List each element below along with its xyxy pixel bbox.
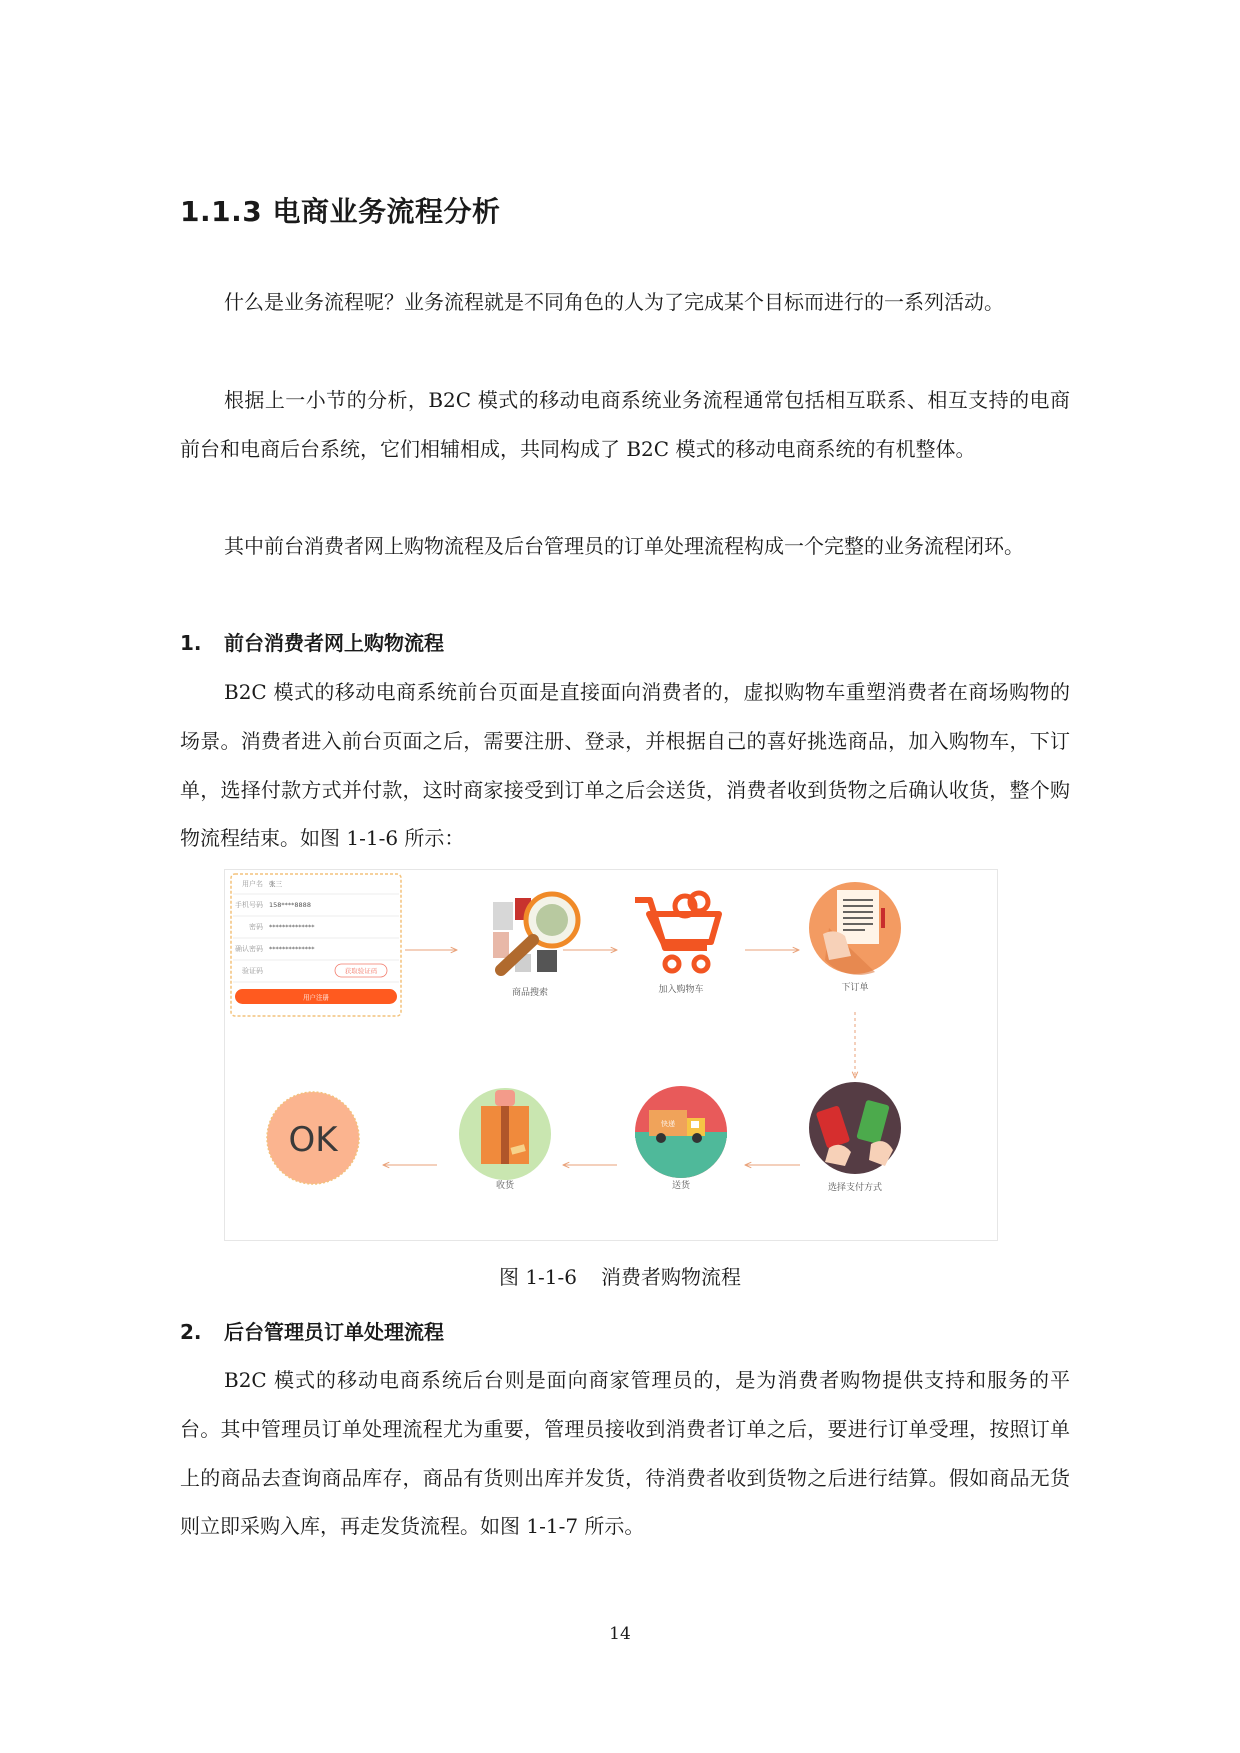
step-label-place-order: 下订单 xyxy=(841,983,869,993)
form-label-username: 用户名 xyxy=(242,880,263,888)
product-search-icon xyxy=(493,894,578,972)
subsection-heading-backend xyxy=(180,1316,444,1345)
shopping-flow-figure xyxy=(224,869,998,1241)
form-label-captcha: 验证码 xyxy=(242,967,263,975)
subsection-number: 1. xyxy=(180,631,202,655)
form-label-phone: 手机号码 xyxy=(235,901,263,909)
paragraph-intro: 什么是业务流程呢？业务流程就是不同角色的人为了完成某个目标而进行的一系列活动。 xyxy=(224,290,1004,314)
shopping-cart-icon xyxy=(635,893,719,971)
register-button-label: 用户注册 xyxy=(303,993,329,1002)
step-label-add-to-cart: 加入购物车 xyxy=(658,985,704,995)
step-label-search: 商品搜索 xyxy=(511,988,549,998)
place-order-icon xyxy=(809,882,901,975)
truck-label: 快递 xyxy=(661,1120,675,1128)
form-label-confirm-password: 确认密码 xyxy=(235,945,263,953)
section-heading: 1.1.3 电商业务流程分析 xyxy=(180,195,501,228)
caption-number: 图 1-1-6 xyxy=(498,1265,578,1289)
subsection-title: 前台消费者网上购物流程 xyxy=(224,631,444,655)
step-label-payment: 选择支付方式 xyxy=(827,1183,883,1193)
ok-completion-icon xyxy=(267,1092,359,1184)
paragraph-closed-loop: 其中前台消费者网上购物流程及后台管理员的订单处理流程构成一个完整的业务流程闭环。 xyxy=(224,534,1024,558)
step-label-receive: 收货 xyxy=(495,1181,515,1191)
figure-caption xyxy=(0,1261,1240,1290)
payment-method-icon xyxy=(809,1082,901,1174)
ok-text: OK xyxy=(288,1120,338,1160)
form-value-phone: 158****8888 xyxy=(269,901,311,909)
form-value-username: 张三 xyxy=(269,880,282,888)
paragraph-backend-flow: B2C 模式的移动电商系统后台则是面向商家管理员的，是为消费者购物提供支持和服务的平台。其中管理员订单处理流程尤为重要，管理员接收到消费者订单之后，要进行订单受理，按照订单上的商品去查询商品库存，商品有货则出库并发货，待消费者收到货物之后进行结算。假如商品无货则立即采购入库，再走发货流程。如图 1-1-7 所示。 xyxy=(180,1368,1070,1539)
paragraph-frontend-flow: B2C 模式的移动电商系统前台页面是直接面向消费者的，虚拟购物车重塑消费者在商场购物的场景。消费者进入前台页面之后，需要注册、登录，并根据自己的喜好挑选商品，加入购物车，下订单，选择付款方式并付款，这时商家接受到订单之后会送货，消费者收到货物之后确认收货，整个购物流程结束。如图 1-1-6 所示： xyxy=(180,680,1070,851)
delivery-truck-icon xyxy=(635,1086,727,1178)
step-label-delivery: 送货 xyxy=(671,1181,691,1191)
receive-package-icon xyxy=(459,1088,551,1180)
registration-form xyxy=(231,874,401,1016)
subsection-heading-frontend xyxy=(180,627,444,656)
subsection-number: 2. xyxy=(180,1320,202,1344)
form-value-confirm-password: ************** xyxy=(269,945,315,953)
shopping-flow-diagram xyxy=(225,870,997,1240)
subsection-title: 后台管理员订单处理流程 xyxy=(224,1320,444,1344)
form-label-password: 密码 xyxy=(249,923,263,931)
caption-text: 消费者购物流程 xyxy=(601,1265,742,1289)
page-number: 14 xyxy=(609,1624,631,1644)
get-code-label: 获取验证码 xyxy=(344,967,378,975)
paragraph-b2c-overview: 根据上一小节的分析，B2C 模式的移动电商系统业务流程通常包括相互联系、相互支持的电商前台和电商后台系统，它们相辅相成，共同构成了 B2C 模式的移动电商系统的有机整体。 xyxy=(180,388,1070,461)
form-value-password: ************** xyxy=(269,923,315,931)
